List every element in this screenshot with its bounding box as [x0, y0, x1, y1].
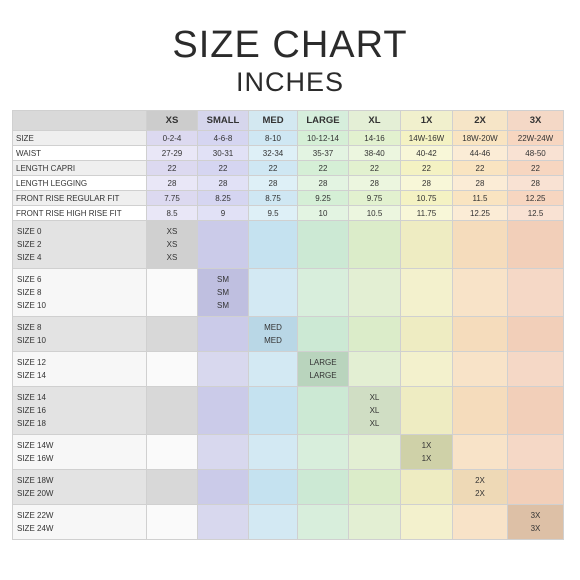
measurement-label: SIZE: [13, 131, 147, 146]
empty-cell: [198, 317, 249, 352]
size-label: SIZE 14W: [17, 441, 54, 450]
size-block-labels: [13, 470, 147, 505]
size-match-value: LARGE: [309, 371, 337, 380]
size-block-labels: [13, 435, 147, 470]
size-match-value: 2X: [475, 489, 485, 498]
size-match-value: MED: [264, 323, 282, 332]
size-block-row: [13, 352, 564, 387]
size-block-labels: [13, 505, 147, 540]
size-match-cell: [249, 317, 298, 352]
size-match-cell: [198, 269, 249, 317]
empty-cell: [198, 470, 249, 505]
size-match-value: XS: [166, 253, 178, 262]
measurement-row: [13, 206, 564, 221]
empty-cell: [401, 505, 453, 540]
measurement-value: 4-6-8: [198, 131, 249, 146]
size-match-value: 2X: [475, 476, 485, 485]
size-block-labels: [13, 221, 147, 269]
measurement-value: 22: [453, 161, 508, 176]
measurement-label: LENGTH CAPRI: [13, 161, 147, 176]
empty-cell: [508, 317, 564, 352]
empty-cell: [249, 387, 298, 435]
measurement-label: FRONT RISE REGULAR FIT: [13, 191, 147, 206]
measurement-row: [13, 146, 564, 161]
size-match-value: XS: [166, 227, 178, 236]
measurement-value: 10.75: [401, 191, 453, 206]
empty-cell: [147, 269, 198, 317]
size-label: SIZE 16: [17, 406, 46, 415]
measurement-value: 44-46: [453, 146, 508, 161]
column-header-med: MED: [249, 111, 298, 131]
empty-cell: [198, 505, 249, 540]
empty-cell: [298, 387, 349, 435]
measurement-value: 38-40: [349, 146, 401, 161]
measurement-value: 8.5: [147, 206, 198, 221]
size-label: SIZE 20W: [17, 489, 54, 498]
size-block-row: [13, 470, 564, 505]
size-label: SIZE 0: [17, 227, 42, 236]
measurement-value: 30-31: [198, 146, 249, 161]
empty-cell: [298, 269, 349, 317]
empty-cell: [349, 221, 401, 269]
size-match-value: 1X: [421, 441, 432, 450]
measurement-value: 9.5: [249, 206, 298, 221]
size-block-row: [13, 387, 564, 435]
empty-cell: [147, 352, 198, 387]
empty-cell: [401, 221, 453, 269]
size-match-value: LARGE: [309, 358, 337, 367]
empty-cell: [298, 470, 349, 505]
empty-cell: [401, 470, 453, 505]
size-match-value: SM: [217, 301, 229, 310]
column-header-xl: XL: [349, 111, 401, 131]
measurement-value: 28: [298, 176, 349, 191]
size-block-row: [13, 317, 564, 352]
empty-cell: [453, 435, 508, 470]
empty-cell: [401, 352, 453, 387]
size-match-cell: [298, 352, 349, 387]
measurement-value: 9: [198, 206, 249, 221]
size-label: SIZE 24W: [17, 524, 54, 533]
measurement-value: 7.75: [147, 191, 198, 206]
column-header-large: LARGE: [298, 111, 349, 131]
empty-cell: [453, 317, 508, 352]
measurement-value: 28: [349, 176, 401, 191]
size-label: SIZE 14: [17, 393, 46, 402]
empty-cell: [298, 435, 349, 470]
measurement-value: 32-34: [249, 146, 298, 161]
size-match-value: XL: [369, 419, 380, 428]
size-match-value: XL: [369, 406, 380, 415]
empty-cell: [401, 387, 453, 435]
measurement-label: WAIST: [13, 146, 147, 161]
size-label: SIZE 18: [17, 419, 46, 428]
empty-cell: [147, 435, 198, 470]
empty-cell: [198, 435, 249, 470]
measurement-value: 22: [198, 161, 249, 176]
page-subtitle: INCHES: [235, 67, 344, 97]
measurement-value: 8.75: [249, 191, 298, 206]
size-label: SIZE 22W: [17, 511, 54, 520]
empty-cell: [453, 387, 508, 435]
empty-cell: [401, 317, 453, 352]
size-label: SIZE 8: [17, 323, 42, 332]
measurement-value: 22: [147, 161, 198, 176]
empty-cell: [249, 435, 298, 470]
measurement-row: [13, 161, 564, 176]
size-match-cell: [508, 505, 564, 540]
measurement-value: 12.25: [453, 206, 508, 221]
measurement-value: 28: [249, 176, 298, 191]
size-label: SIZE 12: [17, 358, 46, 367]
measurements-section: [13, 131, 564, 221]
measurement-value: 27-29: [147, 146, 198, 161]
empty-cell: [147, 387, 198, 435]
measurement-value: 11.5: [453, 191, 508, 206]
size-match-value: 1X: [421, 454, 432, 463]
header-row: [13, 111, 564, 131]
size-match-value: MED: [264, 336, 282, 345]
measurement-label: LENGTH LEGGING: [13, 176, 147, 191]
size-match-value: 3X: [530, 511, 541, 520]
size-label: SIZE 14: [17, 371, 46, 380]
measurement-value: 18W-20W: [453, 131, 508, 146]
measurement-value: 48-50: [508, 146, 564, 161]
empty-cell: [298, 505, 349, 540]
measurement-value: 10: [298, 206, 349, 221]
size-chart-table: [12, 110, 564, 540]
empty-cell: [249, 269, 298, 317]
measurement-value: 12.25: [508, 191, 564, 206]
measurement-value: 9.75: [349, 191, 401, 206]
size-match-value: SM: [217, 275, 229, 284]
empty-cell: [198, 221, 249, 269]
measurement-value: 9.25: [298, 191, 349, 206]
empty-cell: [298, 221, 349, 269]
measurement-value: 28: [508, 176, 564, 191]
size-match-cell: [453, 470, 508, 505]
measurement-value: 8.25: [198, 191, 249, 206]
empty-cell: [508, 435, 564, 470]
measurement-value: 22W-24W: [508, 131, 564, 146]
size-block-labels: [13, 387, 147, 435]
measurement-value: 14W-16W: [401, 131, 453, 146]
size-block-row: [13, 269, 564, 317]
empty-cell: [401, 269, 453, 317]
empty-cell: [198, 352, 249, 387]
measurement-row: [13, 191, 564, 206]
empty-cell: [453, 221, 508, 269]
measurement-value: 12.5: [508, 206, 564, 221]
empty-cell: [453, 269, 508, 317]
column-header-2x: 2X: [453, 111, 508, 131]
size-match-cell: [401, 435, 453, 470]
measurement-value: 0-2-4: [147, 131, 198, 146]
column-header-3x: 3X: [508, 111, 564, 131]
empty-cell: [349, 317, 401, 352]
size-match-cell: [147, 221, 198, 269]
empty-cell: [453, 352, 508, 387]
measurement-value: 28: [401, 176, 453, 191]
empty-cell: [508, 221, 564, 269]
empty-cell: [508, 387, 564, 435]
size-match-cell: [349, 387, 401, 435]
empty-cell: [349, 505, 401, 540]
size-block-labels: [13, 352, 147, 387]
column-header-1x: 1X: [401, 111, 453, 131]
empty-cell: [349, 352, 401, 387]
measurement-row: [13, 131, 564, 146]
measurement-row: [13, 176, 564, 191]
size-mapping-section: [13, 221, 564, 540]
empty-cell: [508, 352, 564, 387]
empty-cell: [298, 317, 349, 352]
size-label: SIZE 10: [17, 336, 46, 345]
empty-cell: [147, 317, 198, 352]
empty-cell: [508, 269, 564, 317]
measurement-value: 11.75: [401, 206, 453, 221]
measurement-value: 28: [198, 176, 249, 191]
size-block-labels: [13, 269, 147, 317]
size-label: SIZE 16W: [17, 454, 54, 463]
size-label: SIZE 2: [17, 240, 42, 249]
column-header-xs: XS: [147, 111, 198, 131]
empty-cell: [508, 470, 564, 505]
size-label: SIZE 18W: [17, 476, 54, 485]
empty-cell: [249, 505, 298, 540]
empty-cell: [349, 470, 401, 505]
measurement-value: 22: [401, 161, 453, 176]
size-block-row: [13, 221, 564, 269]
size-block-labels: [13, 317, 147, 352]
page-title: SIZE CHART: [172, 24, 408, 66]
size-label: SIZE 4: [17, 253, 42, 262]
size-block-row: [13, 505, 564, 540]
size-match-value: XS: [166, 240, 178, 249]
size-match-value: SM: [217, 288, 229, 297]
empty-cell: [349, 435, 401, 470]
size-match-value: XL: [369, 393, 380, 402]
header-corner: [13, 111, 147, 131]
measurement-value: 40-42: [401, 146, 453, 161]
measurement-value: 28: [453, 176, 508, 191]
measurement-value: 8-10: [249, 131, 298, 146]
measurement-value: 22: [508, 161, 564, 176]
empty-cell: [249, 470, 298, 505]
empty-cell: [349, 269, 401, 317]
column-header-small: SMALL: [198, 111, 249, 131]
size-match-value: 3X: [530, 524, 541, 533]
empty-cell: [249, 352, 298, 387]
empty-cell: [249, 221, 298, 269]
size-label: SIZE 8: [17, 288, 42, 297]
measurement-value: 10-12-14: [298, 131, 349, 146]
empty-cell: [453, 505, 508, 540]
measurement-value: 28: [147, 176, 198, 191]
measurement-value: 22: [249, 161, 298, 176]
size-label: SIZE 6: [17, 275, 42, 284]
measurement-value: 35-37: [298, 146, 349, 161]
measurement-value: 14-16: [349, 131, 401, 146]
measurement-value: 22: [349, 161, 401, 176]
empty-cell: [147, 470, 198, 505]
measurement-value: 22: [298, 161, 349, 176]
measurement-label: FRONT RISE HIGH RISE FIT: [13, 206, 147, 221]
size-block-row: [13, 435, 564, 470]
measurement-value: 10.5: [349, 206, 401, 221]
size-label: SIZE 10: [17, 301, 46, 310]
empty-cell: [198, 387, 249, 435]
empty-cell: [147, 505, 198, 540]
